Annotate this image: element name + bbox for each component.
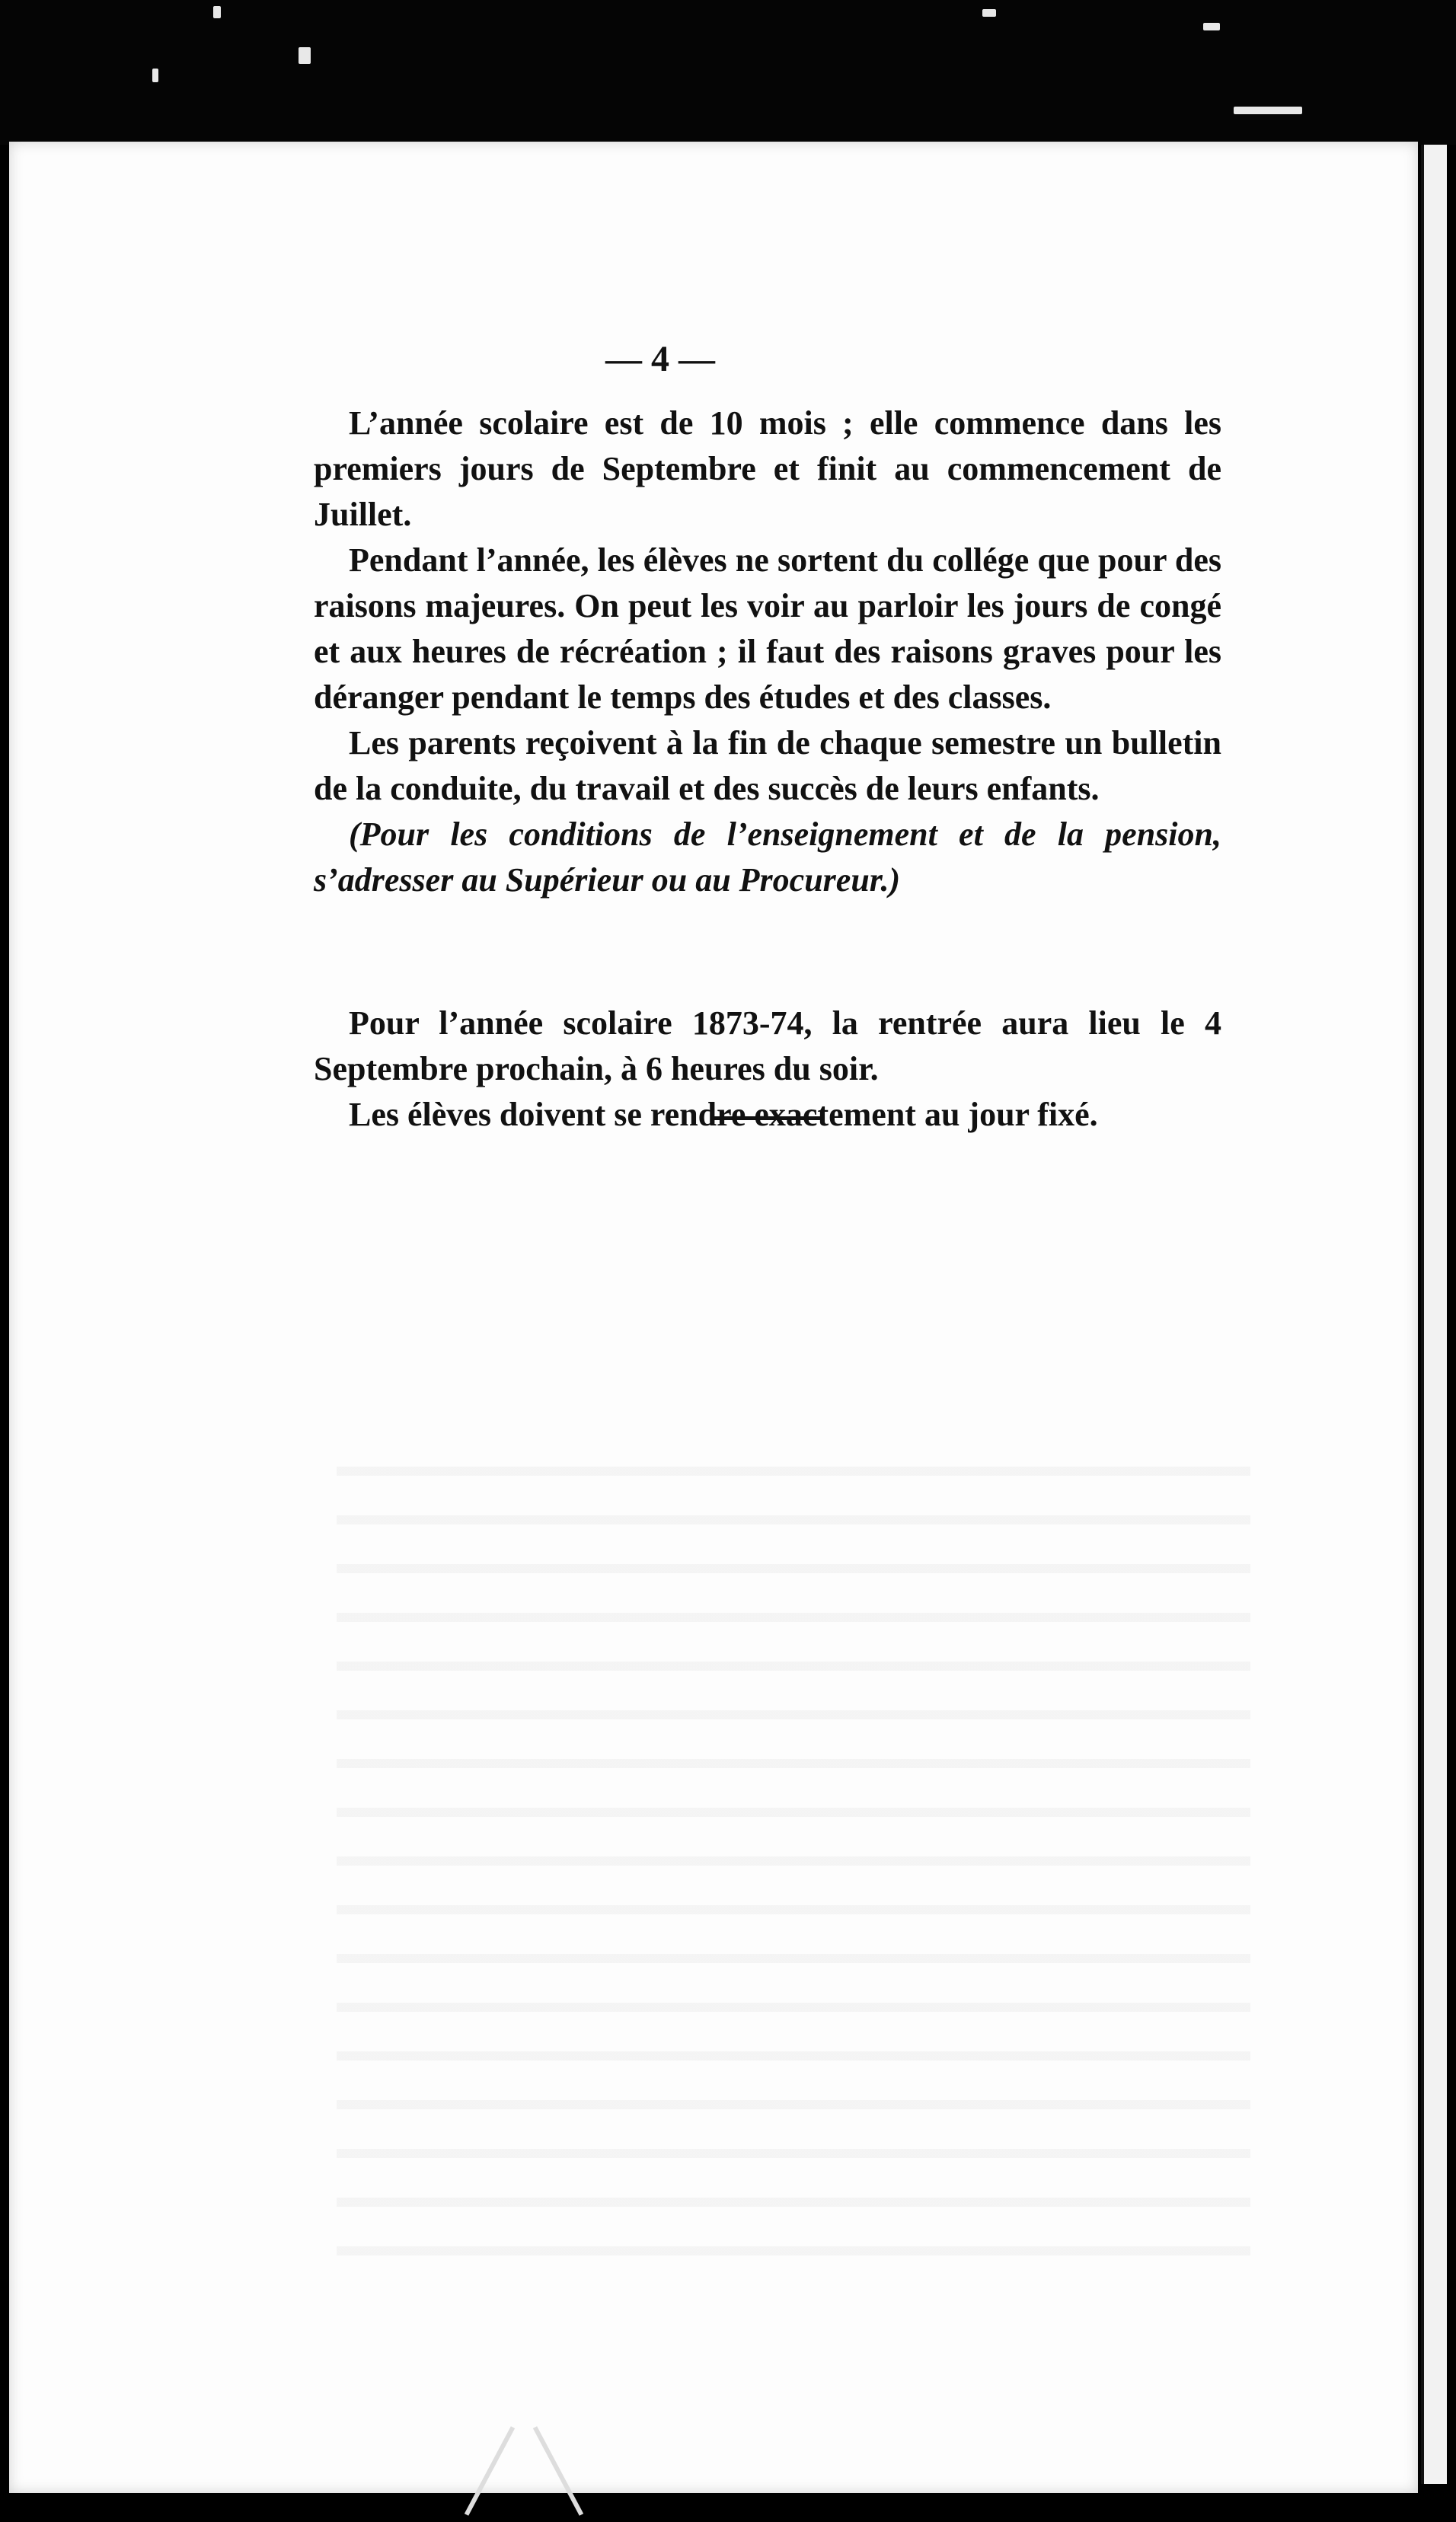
paragraph-bulletin: Les parents reçoivent à la fin de chaque semestre un bulletin de la conduite, du travail et des succès de leurs enfants.: [314, 724, 1221, 807]
scan-speck: [982, 9, 996, 17]
paragraph-conditions: (Pour les conditions de l’enseignement et de la pension, s’adresser au Supérieur ou au Procureur.): [314, 816, 1221, 899]
scan-speck: [152, 69, 158, 82]
scan-border-top: [0, 0, 1456, 145]
return-date-text: [314, 1001, 1221, 1138]
scan-speck: [213, 6, 221, 18]
scan-speck: [299, 47, 311, 64]
paragraph-return-date: Pour l’année scolaire 1873-74, la rentrée aura lieu le 4 Septembre prochain, à 6 heures du soir.: [314, 1004, 1221, 1087]
page-number: — 4 —: [605, 339, 715, 379]
scan-border-bottom: [0, 2493, 1456, 2522]
adjacent-page-edge: [1421, 145, 1447, 2484]
paragraph-outings: Pendant l’année, les élèves ne sortent du collége que pour des raisons majeures. On peut les voir au parloir les jours de congé et aux heures de récréation ; il faut des raisons graves pour les déranger pendant le temps des études et des classes.: [314, 541, 1221, 716]
main-text: [314, 401, 1221, 903]
scan-speck: [1203, 23, 1220, 30]
paragraph-punctuality: Les élèves doivent se rendre exactement au jour fixé.: [349, 1096, 1098, 1133]
scan-speck: [1234, 107, 1302, 114]
scanned-page: [9, 142, 1418, 2493]
paragraph-school-year: L’année scolaire est de 10 mois ; elle commence dans les premiers jours de Septembre et finit au commencement de Juillet.: [314, 404, 1221, 533]
show-through-shadow: [337, 1436, 1250, 2274]
